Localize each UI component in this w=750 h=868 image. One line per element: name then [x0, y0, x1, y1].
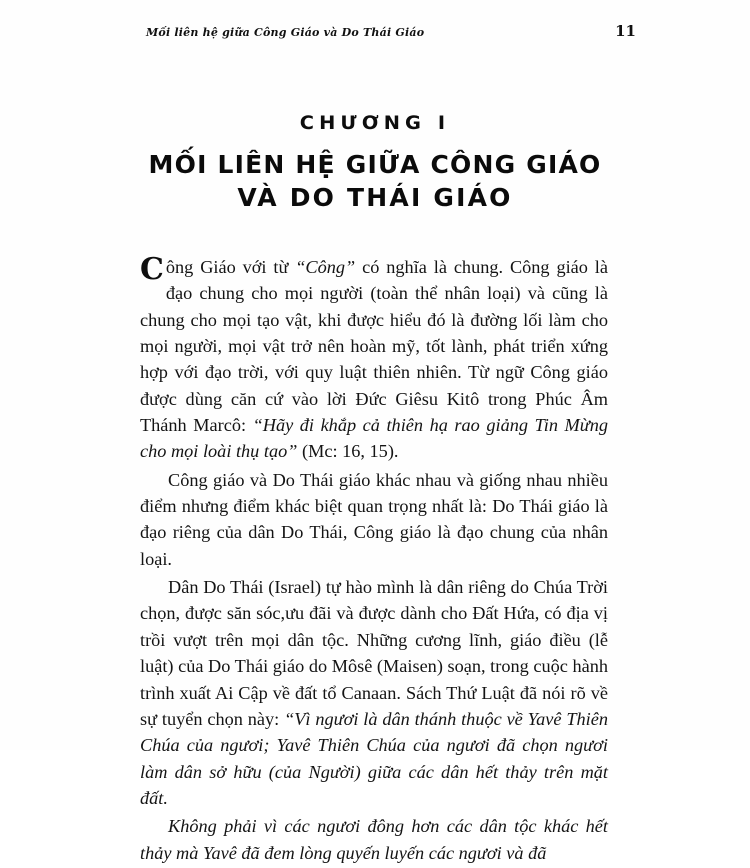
paragraph-2: Công giáo và Do Thái giáo khác nhau và giống nhau nhiều điểm nhưng điểm khác biệt quan trọng nhất là: Do Thái giáo là đạo riêng của dân Do Thái, Công giáo là đạo chung của nhân loại.	[140, 469, 608, 569]
paragraph-3-scripture-quote: “Vì ngươi là dân thánh thuộc về Yavê Thiên Chúa của ngươi; Yavê Thiên Chúa của ngươi đã chọn ngươi làm dân sở hữu (của Người) giữa các dân hết thảy trên mặt đất.	[140, 708, 608, 808]
paragraph-3-part-a: Dân Do Thái (Israel) tự hào mình là dân riêng do Chúa Trời chọn, được săn sóc,ưu đãi và được dành cho Đất Hứa, có địa vị trồi vượt trên mọi dân tộc. Những cương lĩnh, giáo điều (lễ luật) của Do Thái giáo do Môsê (Maisen) soạn, trong cuộc hành trình xuất Ai Cập về đất tổ Canaan. Sách Thứ Luật đã nói rõ về sự tuyển chọn này:	[140, 577, 608, 729]
chapter-heading	[140, 112, 610, 214]
running-head	[146, 22, 636, 40]
running-head-title: Mối liên hệ giữa Công Giáo và Do Thái Giáo	[146, 25, 425, 39]
paragraph-1-quote-marco: “Hãy đi khắp cả thiên hạ rao giảng Tin Mừng cho mọi loài thụ tạo”	[140, 415, 608, 462]
paragraph-4	[140, 813, 608, 866]
paragraph-4-scripture-quote: Không phải vì các ngươi đông hơn các dân tộc khác hết thảy mà Yavê đã đem lòng quyến luyến các ngươi và đã	[140, 816, 608, 863]
drop-cap: C	[140, 252, 164, 287]
paragraph-1-part-a: ông Giáo với từ	[165, 257, 296, 277]
body-text	[140, 254, 608, 866]
page-content	[140, 22, 636, 868]
paragraph-1-quote-cong: “Công”	[295, 257, 356, 277]
chapter-title-line-1: MỐI LIÊN HỆ GIỮA CÔNG GIÁO	[148, 150, 602, 179]
paragraph-1-part-b: có nghĩa là chung. Công giáo là đạo chung cho mọi người (toàn thể nhân loại) và cũng là chung cho mọi tạo vật, khi được hiểu đó là đường lối làm cho mọi người, mọi vật trở nên hoàn mỹ, tốt lành, phát triển xứng hợp với đạo trời, với quy luật thiên nhiên. Từ ngữ Công giáo được dùng căn cứ vào lời Đức Giêsu Kitô trong Phúc Âm Thánh Marcô:	[140, 257, 608, 436]
chapter-title-line-2: VÀ DO THÁI GIÁO	[237, 183, 513, 212]
paragraph-1-citation: (Mc: 16, 15).	[297, 441, 399, 462]
paragraph-1	[140, 254, 608, 465]
chapter-label: CHƯƠNG I	[299, 112, 451, 134]
page-number: 11	[615, 22, 636, 40]
paragraph-3	[140, 574, 608, 811]
chapter-title	[140, 148, 610, 214]
